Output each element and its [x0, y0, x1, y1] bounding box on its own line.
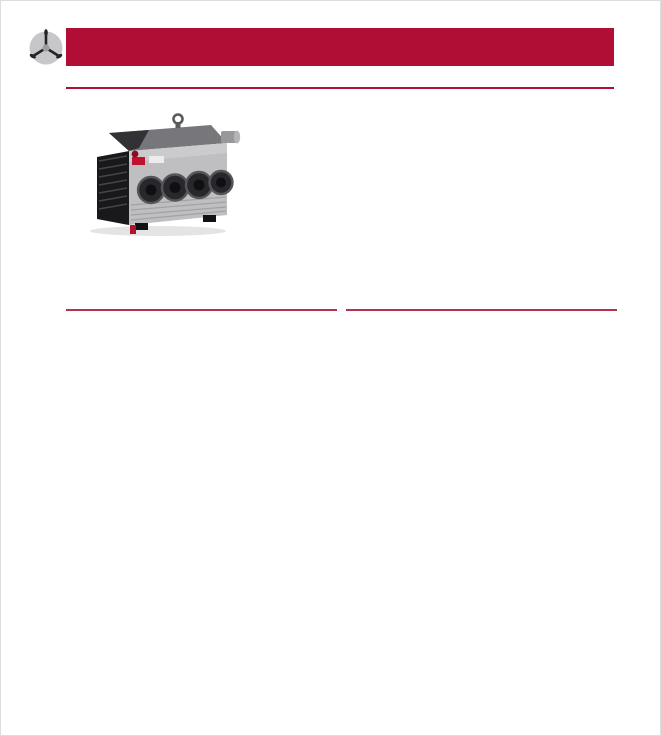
fan-logo-icon	[27, 28, 65, 72]
section-title-60hz	[346, 291, 352, 307]
arrow-icon	[480, 709, 484, 723]
vacuum-pump-image	[75, 107, 241, 239]
y-axis-label-60hz	[351, 341, 369, 684]
section-title-50hz	[66, 291, 72, 307]
selection-diagram-50hz-chart	[61, 331, 341, 709]
arrow-icon	[70, 510, 84, 514]
product-photo	[75, 107, 241, 239]
arrow-icon	[351, 510, 365, 514]
header-red-bar	[66, 28, 614, 66]
x-axis-label-50hz	[61, 709, 341, 723]
section-rule-50hz	[66, 309, 337, 311]
bullet-separator	[346, 291, 352, 307]
section-rule-60hz	[346, 309, 617, 311]
bullet-separator	[66, 291, 72, 307]
arrow-icon	[199, 709, 203, 723]
x-axis-label-60hz	[342, 709, 622, 723]
header-rule	[66, 87, 614, 89]
y-axis-label-50hz	[70, 341, 88, 684]
selection-diagram-60hz-chart	[342, 331, 622, 709]
